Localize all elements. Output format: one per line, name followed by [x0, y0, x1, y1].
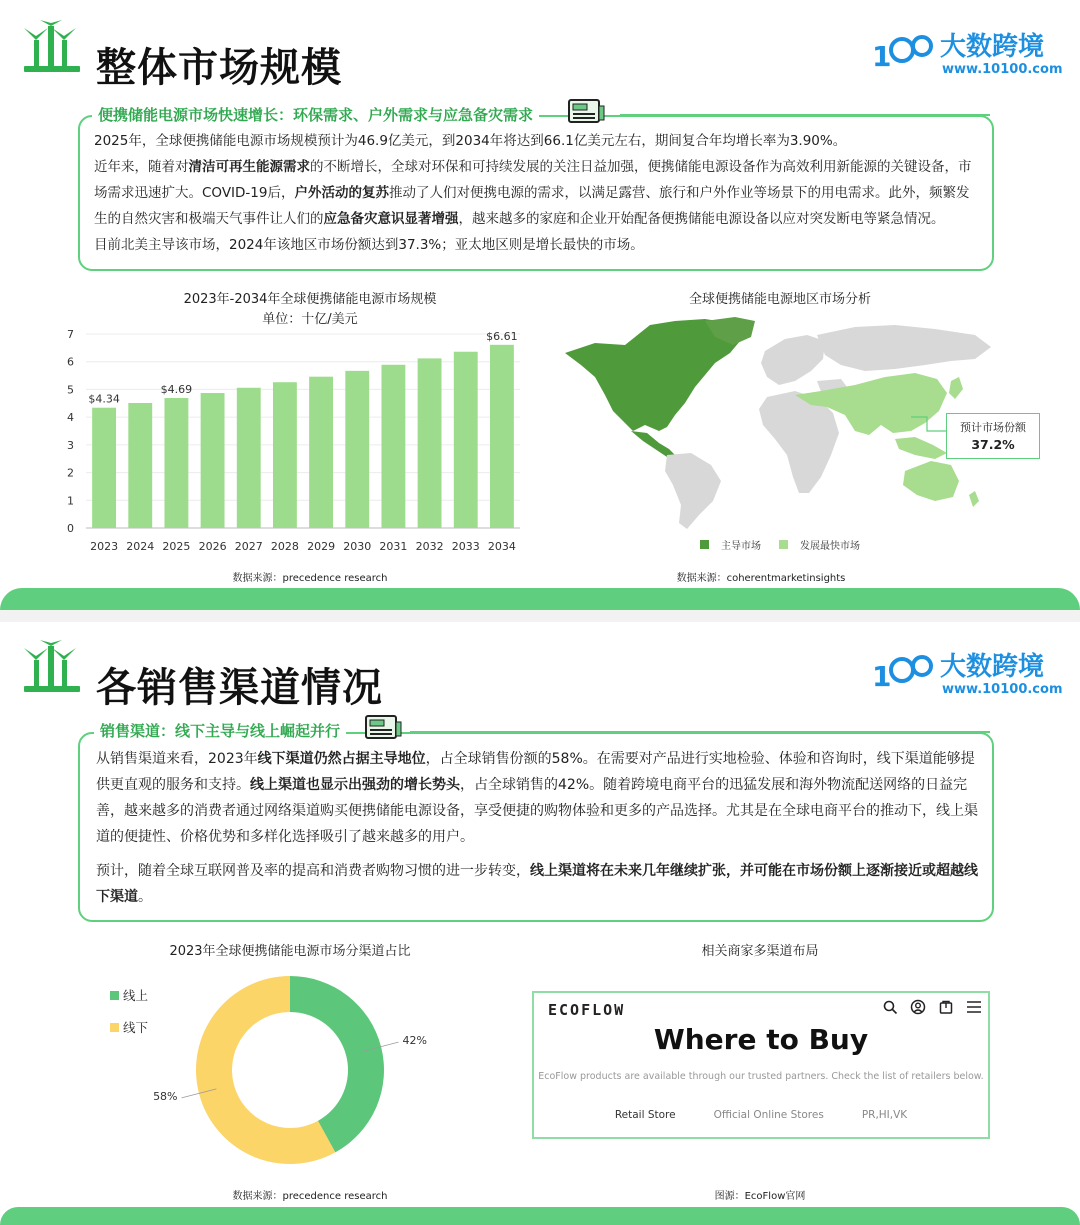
legend-fast-swatch — [779, 540, 788, 549]
bar-chart-source: 数据来源：precedence research — [232, 573, 388, 584]
bar-chart — [60, 322, 530, 562]
brand-mark-icon — [872, 32, 938, 74]
y-tick-label: 2 — [67, 466, 74, 480]
ecoflow-subtext: EcoFlow products are available through our trusted partners. Check the list of retailers below. — [538, 1071, 984, 1082]
summary-p3: 目前北美主导该市场，2024年该地区市场份额达到37.3%；亚太地区则是增长最快的市场。 — [94, 237, 644, 253]
section-2-bg-top — [0, 610, 1080, 622]
x-tick-label: 2028 — [270, 540, 299, 553]
bar-2032 — [418, 358, 442, 528]
bar-2026 — [201, 393, 225, 528]
map-legend — [700, 537, 860, 552]
legend-offline-label: 线下 — [123, 1020, 149, 1035]
brand-logo — [872, 26, 1062, 80]
x-tick-label: 2032 — [415, 540, 444, 553]
data-label: $6.61 — [486, 329, 518, 343]
bar-2029 — [309, 377, 333, 528]
map-se-asia — [895, 437, 947, 459]
bar-2030 — [345, 371, 369, 528]
section-subheading: 便携储能电源市场快速增长：环保需求、户外需求与应急备灾需求 — [92, 104, 539, 125]
legend-online-label: 线上 — [123, 988, 149, 1003]
map-europe — [761, 335, 825, 385]
x-tick-label: 2033 — [451, 540, 480, 553]
channel-p1: 从销售渠道来看，2023年线下渠道仍然占据主导地位，占全球销售份额的58%。在需要对产品进行实地检验、体验和咨询时，线下渠道能够提供更直观的服务和支持。线上渠道也显示出强劲的增长势头，占全球销售的42%。随着跨境电商平台的迅猛发展和海外物流配送网络的日益完善，越来越多的消费者通过网络渠道购买便携储能电源设备，享受便捷的购物体验和更多的产品选择。尤其是在全球电商平台的推动下，线上渠道的便捷性、价格优势和多样化选择吸引了越来越多的用户。 — [96, 751, 978, 845]
map-north-asia — [817, 325, 991, 371]
map-new-zealand — [969, 491, 979, 507]
y-tick-label: 1 — [67, 494, 74, 508]
cash-register-icon — [567, 96, 605, 126]
donut-chart — [140, 970, 440, 1170]
ecoflow-nav-icons — [883, 999, 982, 1015]
subheading-line — [410, 731, 990, 733]
subheading-line — [620, 114, 990, 116]
page-title: 整体市场规模 — [96, 45, 342, 91]
legend-fast-label: 发展最快市场 — [800, 541, 860, 552]
data-label: $4.34 — [88, 392, 120, 406]
svg-text:1: 1 — [872, 40, 892, 73]
bar-2025 — [164, 398, 188, 528]
bar-chart-title: 2023年-2034年全球便携储能电源市场规模 — [183, 292, 437, 307]
menu-icon[interactable] — [966, 1000, 982, 1014]
bar-2028 — [273, 382, 297, 528]
x-tick-label: 2023 — [90, 540, 119, 553]
map-callout-value: 37.2% — [971, 437, 1015, 452]
x-tick-label: 2029 — [307, 540, 336, 553]
ecoflow-card — [532, 991, 990, 1139]
summary-text — [94, 128, 980, 258]
brand-url[interactable]: www.10100.com — [942, 682, 1063, 697]
tab-regions[interactable]: PR,HI,VK — [861, 1109, 908, 1121]
donut-chart-title: 2023年全球便携储能电源市场分渠道占比 — [169, 944, 411, 959]
map-australia — [903, 461, 959, 501]
donut-label: 58% — [153, 1089, 178, 1103]
legend-main-label: 主导市场 — [721, 541, 761, 552]
x-tick-label: 2024 — [126, 540, 155, 553]
cart-icon[interactable] — [938, 999, 954, 1015]
section-1 — [0, 0, 1080, 610]
data-label: $4.69 — [160, 383, 193, 397]
bar-2031 — [381, 365, 405, 528]
ecoflow-logo[interactable]: ECOFLOW — [548, 1001, 626, 1019]
search-icon[interactable] — [883, 1000, 898, 1015]
tab-official-online-stores[interactable]: Official Online Stores — [713, 1109, 824, 1121]
section-title: 各销售渠道情况 — [96, 665, 383, 711]
legend-offline-swatch — [110, 1023, 119, 1032]
summary-p2: 近年来，随着对清洁可再生能源需求的不断增长，全球对环保和可持续发展的关注日益加强，便携储能电源设备作为高效利用新能源的关键设备，市场需求迅速扩大。COVID-19后，户外活动的复苏推动了人们对便携电源的需求，以满足露营、旅行和户外作业等场景下的用电需求。此外，频繁发生的自然灾害和极端天气事件让人们的应急备灾意识显著增强，越来越多的家庭和企业开始配备便携储能电源设备以应对突发断电等紧急情况。 — [94, 159, 972, 227]
x-tick-label: 2027 — [234, 540, 263, 553]
x-tick-label: 2034 — [487, 540, 516, 553]
donut-slice-online — [290, 976, 384, 1152]
x-tick-label: 2025 — [162, 540, 191, 553]
bar-chart-unit: 单位：十亿/美元 — [262, 312, 358, 327]
legend-main-swatch — [700, 540, 709, 549]
wind-turbine-icon — [20, 20, 84, 78]
summary-p1: 2025年，全球便携储能电源市场规模预计为46.9亿美元，到2034年将达到66.1亿美元左右，期间复合年均增长率为3.90%。 — [94, 133, 847, 149]
brand-name: 大数跨境 — [940, 652, 1045, 682]
x-tick-label: 2031 — [379, 540, 408, 553]
section-2 — [0, 610, 1080, 1225]
brand-logo — [872, 646, 1062, 700]
section-subheading: 销售渠道：线下主导与线上崛起并行 — [94, 720, 346, 741]
map-callout — [946, 413, 1040, 459]
map-source: 数据来源：coherentmarketinsights — [676, 573, 846, 584]
legend-main — [700, 537, 761, 552]
tab-retail-store[interactable]: Retail Store — [614, 1109, 676, 1121]
account-icon[interactable] — [910, 999, 926, 1015]
x-tick-label: 2026 — [198, 540, 227, 553]
right-source: 图源：EcoFlow官网 — [714, 1191, 806, 1202]
bar-2024 — [128, 403, 152, 528]
y-tick-label: 7 — [67, 328, 74, 341]
channel-text — [96, 746, 978, 910]
map-central-america — [631, 431, 675, 457]
legend-fast — [779, 537, 860, 552]
brand-name: 大数跨境 — [940, 32, 1045, 62]
bar-2034 — [490, 345, 514, 528]
x-tick-label: 2030 — [343, 540, 372, 553]
donut-label: 42% — [402, 1034, 427, 1048]
svg-text:1: 1 — [872, 660, 892, 693]
legend-online-swatch — [110, 991, 119, 1000]
bar-2023 — [92, 408, 116, 528]
cash-register-icon — [364, 712, 402, 742]
map-japan — [949, 377, 963, 399]
y-tick-label: 0 — [67, 522, 74, 535]
bar-2027 — [237, 388, 261, 528]
channel-p2: 预计，随着全球互联网普及率的提高和消费者购物习惯的进一步转变，线上渠道将在未来几年继续扩张，并可能在市场份额上逐渐接近或超越线下渠道。 — [96, 863, 978, 905]
brand-url[interactable]: www.10100.com — [942, 62, 1063, 77]
world-map — [555, 315, 1005, 530]
brand-mark-icon — [872, 652, 938, 694]
donut-source: 数据来源：precedence research — [232, 1191, 388, 1202]
map-callout-label: 预计市场份额 — [960, 421, 1026, 434]
section-bottom-band — [0, 1207, 1080, 1225]
map-title: 全球便携储能电源地区市场分析 — [688, 292, 871, 307]
right-title: 相关商家多渠道布局 — [701, 944, 819, 959]
wind-turbine-icon — [20, 640, 84, 698]
y-tick-label: 4 — [67, 411, 74, 425]
y-tick-label: 3 — [67, 438, 74, 452]
ecoflow-tabs — [534, 1109, 988, 1121]
y-tick-label: 6 — [67, 355, 74, 369]
map-south-america — [665, 453, 721, 529]
section-divider-band — [0, 588, 1080, 610]
y-tick-label: 5 — [67, 383, 74, 397]
ecoflow-heading: Where to Buy — [653, 1023, 869, 1056]
bar-2033 — [454, 352, 478, 528]
